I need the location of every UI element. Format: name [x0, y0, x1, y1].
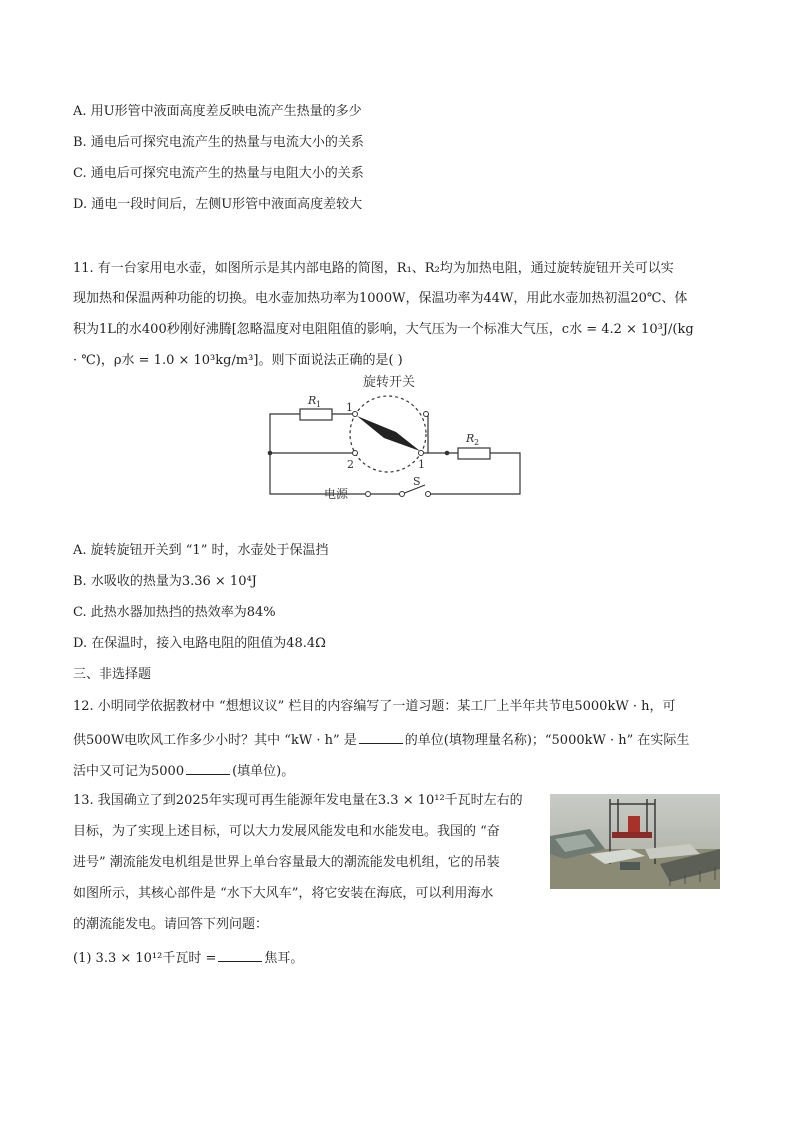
tidal-generator-photo	[550, 794, 720, 889]
power-label: 电源	[324, 487, 349, 501]
q11-line-2: 现加热和保温两种功能的切换。电水壶加热功率为1000W，保温功率为44W，用此水壶加热初温20℃、体	[73, 291, 688, 306]
switch-label: 旋转开关	[363, 375, 416, 390]
q13-sub-1b: 焦耳。	[264, 951, 304, 966]
q12-line-2	[73, 729, 689, 750]
contact-1-top	[353, 412, 358, 417]
q12-line-3a: 活中又可记为5000	[73, 764, 185, 779]
q12-line-3b: (填单位)。	[232, 764, 295, 779]
q12-line-2a: 供500W电吹风工作多少小时？其中 “kW · h” 是	[73, 733, 357, 748]
q13-line-3: 进号” 潮流能发电机组是世界上单台容量最大的潮流能发电机组，它的吊装	[73, 855, 500, 870]
rotary-pointer	[357, 416, 420, 451]
q12-blank-2	[186, 760, 230, 775]
q12-blank-1	[359, 729, 403, 744]
contact-1-top-label: 1	[346, 401, 353, 414]
q10-option-d: D. 通电一段时间后，左侧U形管中液面高度差较大	[73, 197, 363, 212]
section-title: 三、非选择题	[73, 667, 152, 682]
q13-blank-1	[218, 947, 262, 962]
q13-sub-1a: (1) 3.3 × 10¹²千瓦时 =	[73, 951, 217, 966]
q13-line-5: 的潮流能发电。请回答下列问题：	[73, 917, 269, 932]
resistor-r1	[300, 409, 332, 420]
switch-s-label: S	[413, 475, 421, 488]
q13-line-2: 目标，为了实现上述目标，可以大力发展风能发电和水能发电。我国的 “奋	[73, 824, 500, 839]
r1-label: R	[308, 394, 317, 407]
contact-2	[353, 451, 358, 456]
circuit-diagram	[260, 372, 535, 502]
q13-line-4: 如图所示，其核心部件是 “水下大风车”，将它安装在海底，可以利用海水	[73, 886, 494, 901]
r1-subscript: 1	[316, 400, 322, 409]
q12-line-3	[73, 760, 294, 781]
r2-subscript: 2	[474, 438, 480, 447]
q11-line-4: · ℃)，ρ水 = 1.0 × 10³kg/m³]。则下面说法正确的是( )	[73, 353, 403, 368]
q13-sub-1	[73, 947, 303, 968]
q11-option-d: D. 在保温时，接入电路电阻的阻值为48.4Ω	[73, 636, 326, 651]
resistor-r2	[458, 448, 490, 459]
q10-option-c: C. 通电后可探究电流产生的热量与电阻大小的关系	[73, 166, 364, 181]
q11-line-3: 积为1L的水400秒刚好沸腾[忽略温度对电阻阻值的影响，大气压为一个标准大气压，c水 = 4.2 × 10³J/(kg	[73, 322, 694, 337]
q11-option-c: C. 此热水器加热挡的热效率为84%	[73, 605, 276, 620]
q11-line-1: 11. 有一台家用电水壶，如图所示是其内部电路的简图，R₁、R₂均为加热电阻，通过旋转旋钮开关可以实	[73, 261, 674, 276]
q10-option-a: A. 用U形管中液面高度差反映电流产生热量的多少	[73, 104, 362, 119]
contact-2-label: 2	[347, 458, 354, 471]
r2-label: R	[466, 432, 475, 445]
contact-1-bottom	[419, 451, 424, 456]
q12-line-2b: 的单位(填物理量名称)；“5000kW · h” 在实际生	[404, 733, 690, 748]
contact-1-bottom-label: 1	[418, 458, 425, 471]
q12-line-1: 12. 小明同学依据教材中 “想想议议” 栏目的内容编写了一道习题：某工厂上半年共节电5000kW · h，可	[73, 699, 676, 714]
q13-line-1: 13. 我国确立了到2025年实现可再生能源年发电量在3.3 × 10¹²千瓦时左右的	[73, 793, 523, 808]
q10-option-b: B. 通电后可探究电流产生的热量与电流大小的关系	[73, 135, 364, 150]
q11-option-b: B. 水吸收的热量为3.36 × 10⁴J	[73, 574, 257, 589]
q11-option-a: A. 旋转旋钮开关到 “1” 时，水壶处于保温挡	[73, 543, 329, 558]
